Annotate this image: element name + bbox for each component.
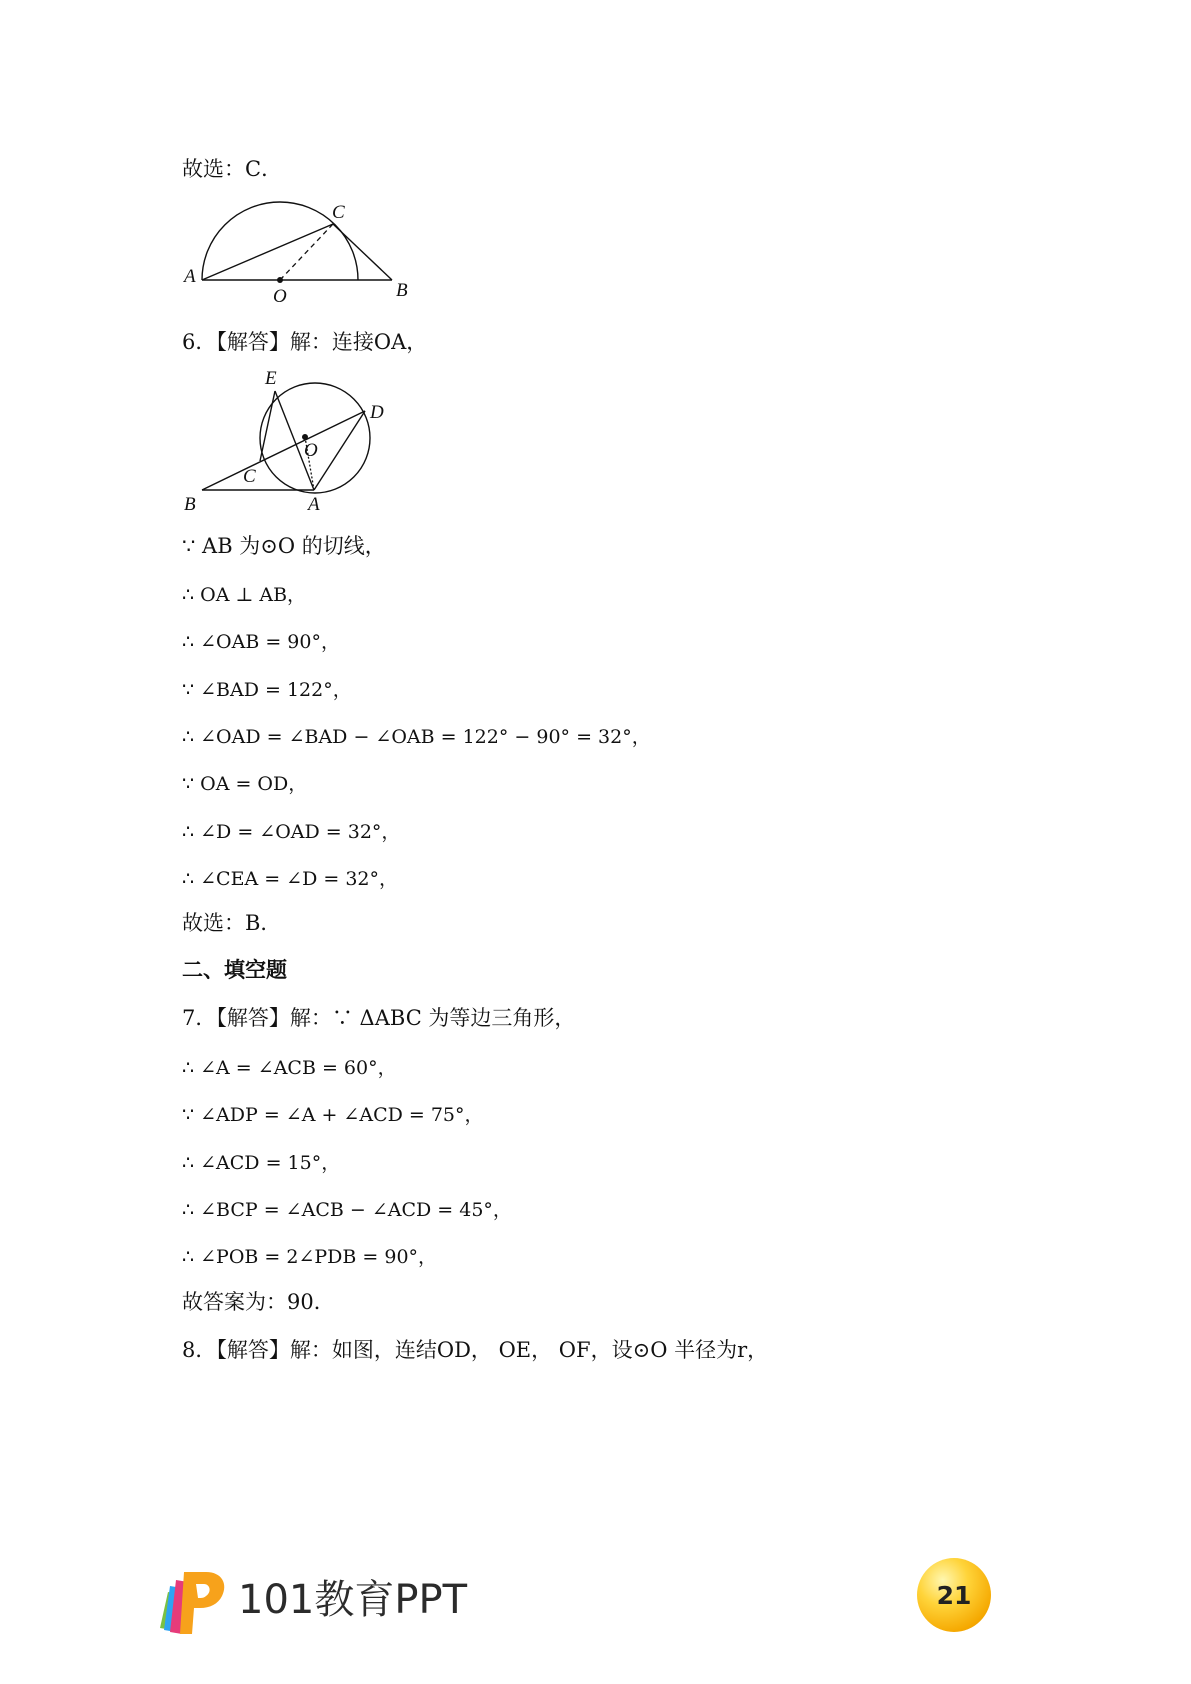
line-ec	[260, 391, 275, 461]
line-answer-90: 故答案为：90．	[182, 1290, 335, 1314]
label-e: E	[265, 368, 277, 389]
line-oad: ∴ ∠OAD = ∠BAD − ∠OAB = 122° − 90° = 32°，	[182, 726, 651, 748]
line-oa-od: ∵ OA = OD，	[182, 773, 308, 795]
line-q7-intro: 7．【解答】解：∵ ΔABC 为等边三角形，	[182, 1006, 576, 1030]
line-acd: ∴ ∠ACD = 15°，	[182, 1152, 341, 1174]
page-number-badge: 21	[917, 1558, 991, 1632]
line-pob: ∴ ∠POB = 2∠PDB = 90°，	[182, 1246, 438, 1268]
label-b: B	[184, 494, 196, 515]
line-bd	[202, 411, 365, 490]
label-a: A	[308, 494, 320, 515]
label-o: O	[304, 440, 318, 461]
segment-oc-dashed	[280, 224, 333, 280]
line-q6-intro: 6．【解答】解：连接OA，	[182, 330, 428, 354]
line-tangent: ∵ AB 为⊙O 的切线，	[182, 534, 386, 558]
label-c: C	[243, 466, 256, 487]
label-o: O	[273, 286, 287, 306]
section-heading: 二、填空题	[182, 958, 287, 982]
label-b: B	[396, 280, 408, 301]
label-c: C	[332, 202, 345, 223]
center-dot	[277, 277, 283, 283]
line-q8-intro: 8．【解答】解：如图，连结OD， OE， OF，设⊙O 半径为r，	[182, 1338, 769, 1362]
brand-logo-icon	[150, 1558, 230, 1638]
line-perpendicular: ∴ OA ⊥ AB，	[182, 584, 307, 606]
line-choice-b: 故选：B．	[182, 911, 282, 935]
label-d: D	[370, 402, 384, 423]
line-bcp: ∴ ∠BCP = ∠ACB − ∠ACD = 45°，	[182, 1199, 512, 1221]
line-adp: ∵ ∠ADP = ∠A + ∠ACD = 75°，	[182, 1104, 484, 1126]
segment-ac	[202, 224, 333, 280]
segment-cb	[333, 224, 392, 280]
line-cea: ∴ ∠CEA = ∠D = 32°，	[182, 868, 399, 890]
circle-o	[260, 383, 370, 493]
label-a: A	[184, 266, 196, 287]
line-oab: ∴ ∠OAB = 90°，	[182, 631, 340, 653]
brand-logo-text: 101教育PPT	[238, 1577, 468, 1623]
figure-circle-tangent	[180, 366, 410, 516]
line-d: ∴ ∠D = ∠OAD = 32°，	[182, 821, 401, 843]
line-choice-c: 故选：C．	[182, 157, 283, 181]
line-a-acb: ∴ ∠A = ∠ACB = 60°，	[182, 1057, 397, 1079]
line-bad: ∵ ∠BAD = 122°，	[182, 679, 352, 701]
figure-semicircle	[180, 196, 420, 306]
